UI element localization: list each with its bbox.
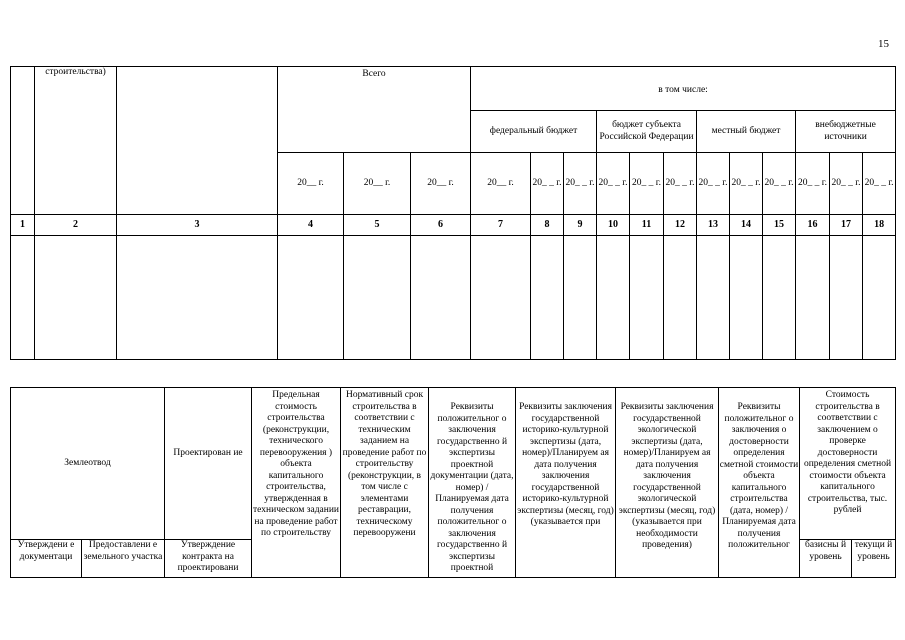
year-cell: 20_ _ г. [863, 153, 896, 215]
table-row [11, 236, 896, 360]
column-number: 12 [664, 215, 697, 236]
header-cost-reliability: Реквизиты положительног о заключения о достоверности определения сметной стоимости объекта капитального строительства (дата, номер) /Планируемая дата получения положительног [719, 388, 800, 578]
header-total: Всего [278, 67, 471, 153]
header-offbudget-sources: внебюджетные источники [796, 111, 896, 153]
year-cell: 20_ _ г. [597, 153, 630, 215]
header-contract-approval: Утверждение контракта на проектировани [165, 540, 252, 578]
empty-cell [564, 236, 597, 360]
column-number: 6 [411, 215, 471, 236]
year-cell: 20_ _ г. [830, 153, 863, 215]
empty-cell [531, 236, 564, 360]
year-cell: 20__ г. [411, 153, 471, 215]
empty-cell [730, 236, 763, 360]
header-doc-approval: Утверждени е документаци [11, 540, 82, 578]
column-number: 16 [796, 215, 830, 236]
empty-cell [11, 236, 35, 360]
year-cell: 20_ _ г. [796, 153, 830, 215]
header-state-expertise: Реквизиты положительног о заключения государственно й экспертизы проектной документации (дата, номер) /Планируемая дата получения положительног о заключения государственно й экспертизы проектной [429, 388, 516, 578]
column-number: 9 [564, 215, 597, 236]
column-number: 5 [344, 215, 411, 236]
header-federal-budget: федеральный бюджет [471, 111, 597, 153]
column-number: 13 [697, 215, 730, 236]
year-cell: 20__ г. [278, 153, 344, 215]
column-number: 4 [278, 215, 344, 236]
header-subject-budget: бюджет субъекта Российской Федерации [597, 111, 697, 153]
column-number: 18 [863, 215, 896, 236]
empty-cell [863, 236, 896, 360]
year-cell: 20_ _ г. [531, 153, 564, 215]
column-number: 10 [597, 215, 630, 236]
header-land-allotment: Землеотвод [11, 388, 165, 540]
empty-cell [35, 236, 117, 360]
column-number: 2 [35, 215, 117, 236]
column-number: 3 [117, 215, 278, 236]
empty-cell [597, 236, 630, 360]
year-cell: 20__ г. [344, 153, 411, 215]
empty-cell [796, 236, 830, 360]
header-col-2: строительства) [35, 67, 117, 215]
column-number: 14 [730, 215, 763, 236]
year-cell: 20_ _ г. [630, 153, 664, 215]
header-including: в том числе: [471, 67, 896, 111]
header-col-1 [11, 67, 35, 215]
column-number: 11 [630, 215, 664, 236]
header-col-3 [117, 67, 278, 215]
empty-cell [763, 236, 796, 360]
empty-cell [344, 236, 411, 360]
year-cell: 20_ _ г. [664, 153, 697, 215]
construction-details-table [10, 387, 896, 578]
empty-cell [630, 236, 664, 360]
header-design: Проектирован ие [165, 388, 252, 540]
header-base-level: базисны й уровень [800, 540, 852, 578]
column-number: 1 [11, 215, 35, 236]
empty-cell [697, 236, 730, 360]
year-cell: 20_ _ г. [763, 153, 796, 215]
empty-cell [411, 236, 471, 360]
year-cell: 20_ _ г. [564, 153, 597, 215]
column-number: 7 [471, 215, 531, 236]
header-historical-expertise: Реквизиты заключения государственной историко-культурной экспертизы (дата, номер)/Планируем ая дата получения заключения государственной историко-культурной экспертизы (месяц, год) (указывается при [516, 388, 616, 578]
empty-cell [471, 236, 531, 360]
year-cell: 20__ г. [471, 153, 531, 215]
year-cell: 20_ _ г. [730, 153, 763, 215]
header-ecological-expertise: Реквизиты заключения государственной экологической экспертизы (дата, номер)/Планируем ая дата получения заключения государственной экологической экспертизы (месяц, год) (указывается при необходимости проведения) [616, 388, 719, 578]
header-local-budget: местный бюджет [697, 111, 796, 153]
empty-cell [830, 236, 863, 360]
budget-table [10, 66, 896, 360]
column-number: 17 [830, 215, 863, 236]
empty-cell [278, 236, 344, 360]
page-number: 15 [878, 38, 889, 50]
column-number: 8 [531, 215, 564, 236]
empty-cell [664, 236, 697, 360]
empty-cell [117, 236, 278, 360]
header-construction-cost: Стоимость строительства в соответствии с заключением о проверке достоверности определения сметной стоимости объекта капитального строительства, тыс. рублей [800, 388, 896, 540]
column-number: 15 [763, 215, 796, 236]
header-land-provision: Предоставлени е земельного участка [82, 540, 165, 578]
header-normative-term: Нормативный срок строительства в соответствии с техническим заданием на проведение работ по строительству (реконструкции, в том числе с элементами реставрации, техническому перевооружени [341, 388, 429, 578]
header-max-cost: Предельная стоимость строительства (реконструкции, технического перевооружения ) объекта капитального строительства, утвержденная в техническом задании на проведение работ по строительству [252, 388, 341, 578]
year-cell: 20_ _ г. [697, 153, 730, 215]
header-current-level: текущи й уровень [852, 540, 896, 578]
